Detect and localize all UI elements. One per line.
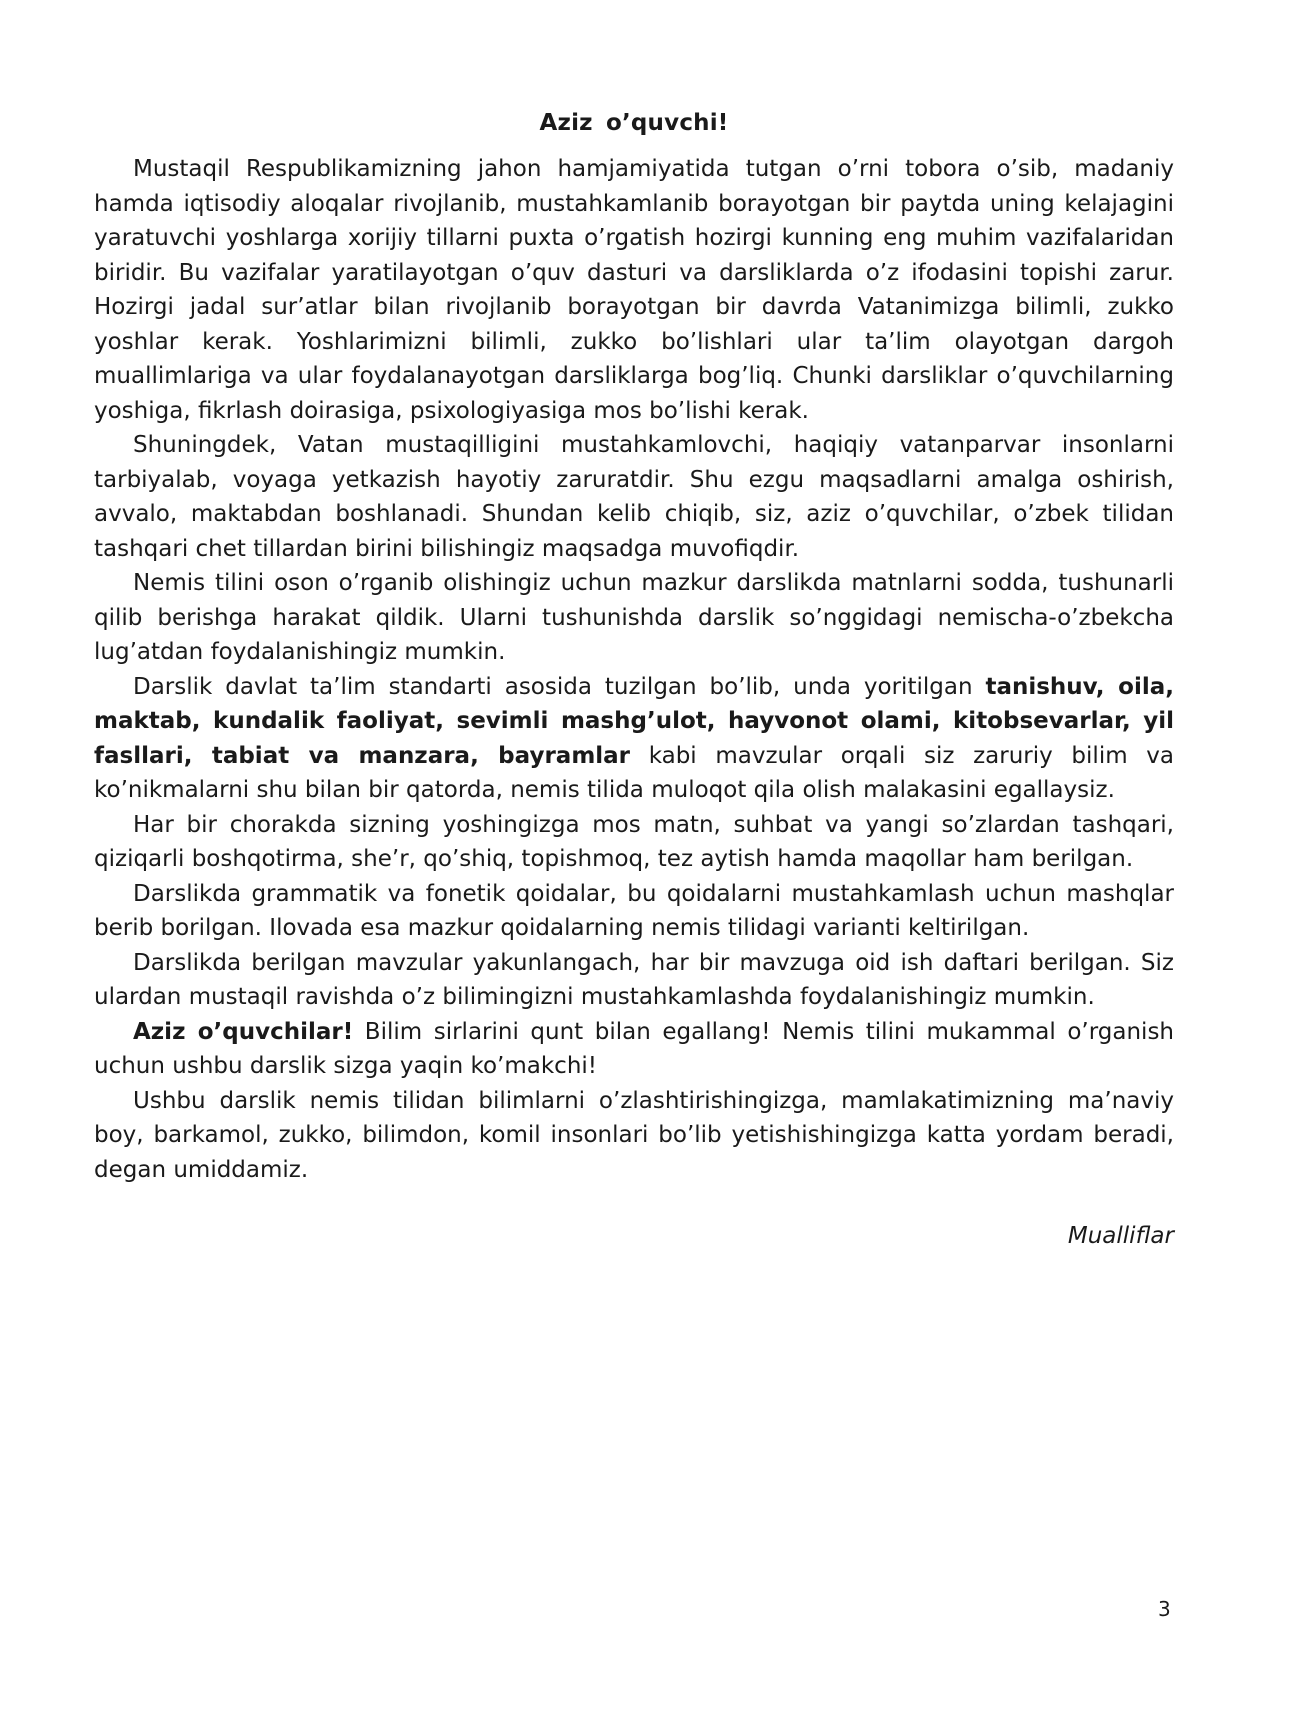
paragraph-4-topics: tanishuv, oila, maktab, kundalik faoliyat, sevimli mashg’ulot, hayvonot olami, kitobsevarlar, yil fasllari, tabiat va manzara, bayramlar [94, 673, 1174, 769]
paragraph-3: Nemis tilini oson o’rganib olishingiz uchun mazkur darslikda matnlarni sodda, tushunarli qilib berishga harakat qildik. Ularni tushunishda darslik so’nggidagi nemischa-o’zbekcha lug’atdan foydalanishingiz mumkin. [94, 570, 1174, 665]
paragraph-6: Darslikda grammatik va fonetik qoidalar, bu qoidalarni mustahkamlash uchun mashqlar berib borilgan. Ilovada esa mazkur qoidalarning nemis tilidagi varianti keltirilgan. [94, 880, 1174, 941]
paragraph-8-rest: Bilim sirlarini qunt bilan egallang! Nemis tilini mukammal o’rganish uchun ushbu darslik sizga yaqin ko’makchi! [94, 1018, 1175, 1079]
paragraph-8 [94, 1015, 1174, 1084]
author-signature: Mualliflar [1067, 1223, 1174, 1249]
paragraph-5: Har bir chorakda sizning yoshingizga mos matn, suhbat va yangi so’zlardan tashqari, qiziqarli boshqotirma, she’r, qo’shiq, topishmoq, tez aytish hamda maqollar ham berilgan. [94, 811, 1174, 872]
paragraph-2: Shuningdek, Vatan mustaqilligini mustahkamlovchi, haqiqiy vatanparvar insonlarni tarbiyalab, voyaga yetkazish hayotiy zaruratdir. Shu ezgu maqsadlarni amalga oshirish, avvalo, maktabdan boshlanadi. Shundan kelib chiqib, siz, aziz o’quvchilar, o’zbek tilidan tashqari chet tillardan birini bilishingiz maqsadga muvofiqdir. [94, 432, 1174, 562]
paragraph-4-intro: Darslik davlat ta’lim standarti asosida tuzilgan bo’lib, unda yoritilgan [133, 673, 986, 700]
paragraph-4-rest: kabi mavzular orqali siz zaruriy bilim va ko’nikmalarni shu bilan bir qatorda, nemis tilida muloqot qila olish malakasini egallaysiz. [94, 742, 1174, 803]
document-page [94, 110, 1174, 1249]
paragraph-1: Mustaqil Respublikamizning jahon hamjamiyatida tutgan o’rni tobora o’sib, madaniy hamda iqtisodiy aloqalar rivojlanib, mustahkamlanib borayotgan bir paytda uning kelajagini yaratuvchi yoshlarga xorijiy tillarni puxta o’rgatish hozirgi kunning eng muhim vazifalaridan biridir. Bu vazifalar yaratilayotgan o’quv dasturi va darsliklarda o’z ifodasini topishi zarur. Hozirgi jadal sur’atlar bilan rivojlanib borayotgan bir davrda Vatanimizga bilimli, zukko yoshlar kerak. Yoshlarimizni bilimli, zukko bo’lishlari ular ta’lim olayotgan dargoh muallimlariga va ular foydalanayotgan darsliklarga bog’liq. Chunki darsliklar o’quvchilarning yoshiga, fikrlash doirasiga, psixologiyasiga mos bo’lishi kerak. [94, 156, 1174, 424]
page-title: Aziz o’quvchi! [539, 110, 729, 136]
page-number: 3 [1158, 1597, 1171, 1621]
paragraph-4 [94, 670, 1174, 808]
paragraph-9: Ushbu darslik nemis tilidan bilimlarni o’zlashtirishingizga, mamlakatimizning ma’naviy boy, barkamol, zukko, bilimdon, komil insonlari bo’lib yetishishingizga katta yordam beradi, degan umiddamiz. [94, 1087, 1174, 1183]
paragraph-7: Darslikda berilgan mavzular yakunlangach, har bir mavzuga oid ish daftari berilgan. Siz ulardan mustaqil ravishda o’z bilimingizni mustahkamlashda foydalanishingiz mumkin. [94, 949, 1174, 1010]
paragraph-8-greeting: Aziz o’quvchilar! [133, 1018, 354, 1045]
